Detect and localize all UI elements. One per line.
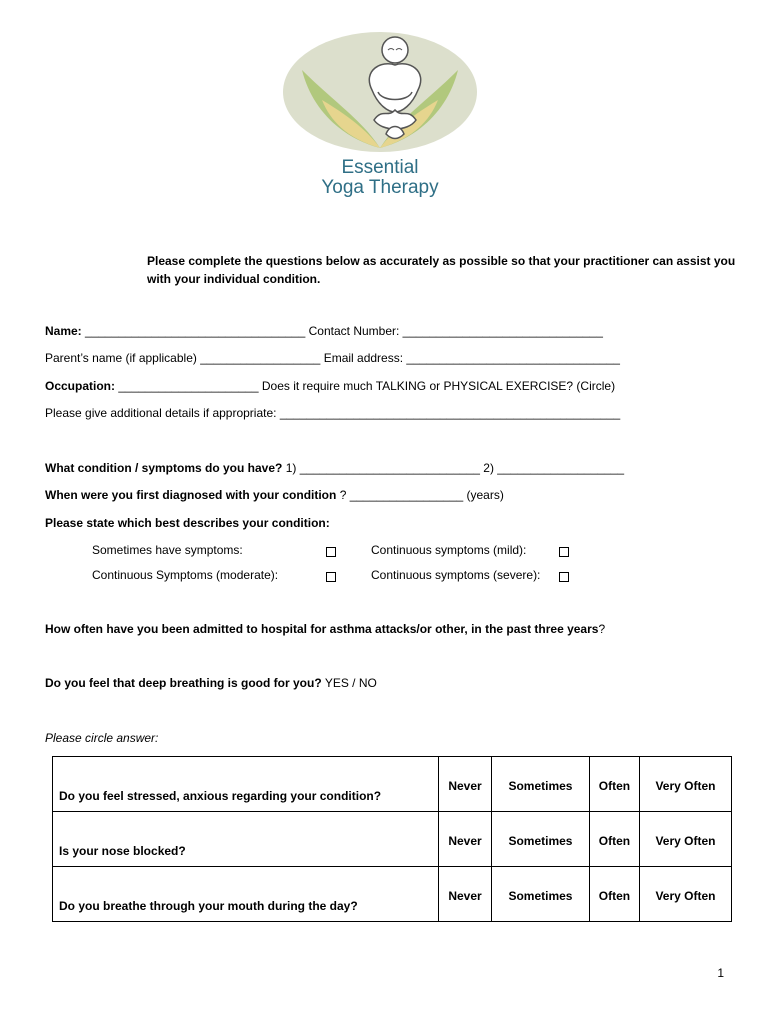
option-severe bbox=[371, 568, 540, 582]
table-row bbox=[53, 812, 732, 867]
option-very-often[interactable]: Very Often bbox=[639, 812, 731, 867]
condition-item1-label: 1) bbox=[285, 461, 297, 475]
option-never[interactable]: Never bbox=[439, 812, 492, 867]
intro-text: Please complete the questions below as accurately as possible so that your practitioner can assist you with your individual condition. bbox=[147, 254, 736, 286]
condition-item2-field[interactable]: ___________________ bbox=[497, 461, 625, 475]
email-field[interactable]: ________________________________ bbox=[406, 351, 620, 365]
details-row bbox=[45, 406, 620, 420]
option-severe-label: Continuous symptoms (severe): bbox=[371, 568, 541, 582]
meditating-figure-lotus-icon bbox=[282, 30, 478, 160]
checkbox-mild[interactable] bbox=[559, 547, 569, 557]
option-sometimes[interactable]: Sometimes bbox=[492, 867, 590, 922]
diagnosed-question: When were you first diagnosed with your condition bbox=[45, 488, 337, 502]
name-row bbox=[45, 324, 603, 338]
checkbox-severe[interactable] bbox=[559, 572, 569, 582]
condition-item2-label: 2) bbox=[483, 461, 494, 475]
occupation-label: Occupation: bbox=[45, 379, 116, 393]
contact-label: Contact Number: bbox=[308, 324, 400, 338]
condition-item1-field[interactable]: ___________________________ bbox=[299, 461, 480, 475]
parent-row bbox=[45, 351, 620, 365]
option-never[interactable]: Never bbox=[439, 867, 492, 922]
name-label: Name: bbox=[45, 324, 82, 338]
condition-question: What condition / symptoms do you have? bbox=[45, 461, 283, 475]
option-mild-label: Continuous symptoms (mild): bbox=[371, 543, 527, 557]
option-moderate-label: Continuous Symptoms (moderate): bbox=[92, 568, 279, 582]
checkbox-moderate[interactable] bbox=[326, 572, 336, 582]
option-never[interactable]: Never bbox=[439, 757, 492, 812]
logo-text-line2: Yoga Therapy bbox=[321, 177, 439, 198]
option-sometimes bbox=[92, 543, 243, 557]
option-mild bbox=[371, 543, 526, 557]
diagnosed-row bbox=[45, 488, 504, 502]
occupation-question: Does it require much TALKING or PHYSICAL EXERCISE? (Circle) bbox=[261, 379, 616, 393]
option-moderate bbox=[92, 568, 278, 582]
table-row bbox=[53, 867, 732, 922]
table-question: Do you breathe through your mouth during the day? bbox=[53, 867, 439, 922]
table-question: Is your nose blocked? bbox=[53, 812, 439, 867]
diagnosed-field[interactable]: ? _________________ (years) bbox=[339, 488, 504, 502]
condition-row bbox=[45, 461, 624, 475]
essential-yoga-therapy-logo bbox=[282, 30, 478, 202]
parent-label: Parent’s name (if applicable) bbox=[45, 351, 197, 365]
hospital-row bbox=[45, 622, 605, 636]
option-often[interactable]: Often bbox=[589, 757, 639, 812]
details-field[interactable]: ___________________________________________________ bbox=[279, 406, 621, 420]
circle-instruction: Please circle answer: bbox=[45, 731, 159, 745]
table-row bbox=[53, 757, 732, 812]
contact-field[interactable]: ______________________________ bbox=[402, 324, 603, 338]
page-number: 1 bbox=[717, 966, 724, 980]
frequency-table bbox=[52, 756, 732, 922]
email-label: Email address: bbox=[323, 351, 404, 365]
hospital-question: How often have you been admitted to hospital for asthma attacks/or other, in the past three years bbox=[45, 622, 599, 636]
breathing-question: Do you feel that deep breathing is good for you? bbox=[45, 676, 322, 690]
occupation-field[interactable]: _____________________ bbox=[118, 379, 259, 393]
table-question: Do you feel stressed, anxious regarding your condition? bbox=[53, 757, 439, 812]
checkbox-sometimes[interactable] bbox=[326, 547, 336, 557]
option-often[interactable]: Often bbox=[589, 812, 639, 867]
option-sometimes[interactable]: Sometimes bbox=[492, 812, 590, 867]
hospital-mark: ? bbox=[598, 622, 606, 636]
details-label: Please give additional details if appropriate: bbox=[45, 406, 277, 420]
breathing-answer[interactable]: YES / NO bbox=[324, 676, 377, 690]
option-very-often[interactable]: Very Often bbox=[639, 867, 731, 922]
occupation-row bbox=[45, 379, 615, 393]
breathing-row bbox=[45, 676, 377, 690]
option-very-often[interactable]: Very Often bbox=[639, 757, 731, 812]
name-field[interactable]: _________________________________ bbox=[85, 324, 306, 338]
parent-field[interactable]: __________________ bbox=[200, 351, 321, 365]
option-often[interactable]: Often bbox=[589, 867, 639, 922]
logo-text-line1: Essential bbox=[341, 157, 419, 178]
option-sometimes-label: Sometimes have symptoms: bbox=[92, 543, 243, 557]
describe-question: Please state which best describes your condition: bbox=[45, 516, 330, 530]
option-sometimes[interactable]: Sometimes bbox=[492, 757, 590, 812]
